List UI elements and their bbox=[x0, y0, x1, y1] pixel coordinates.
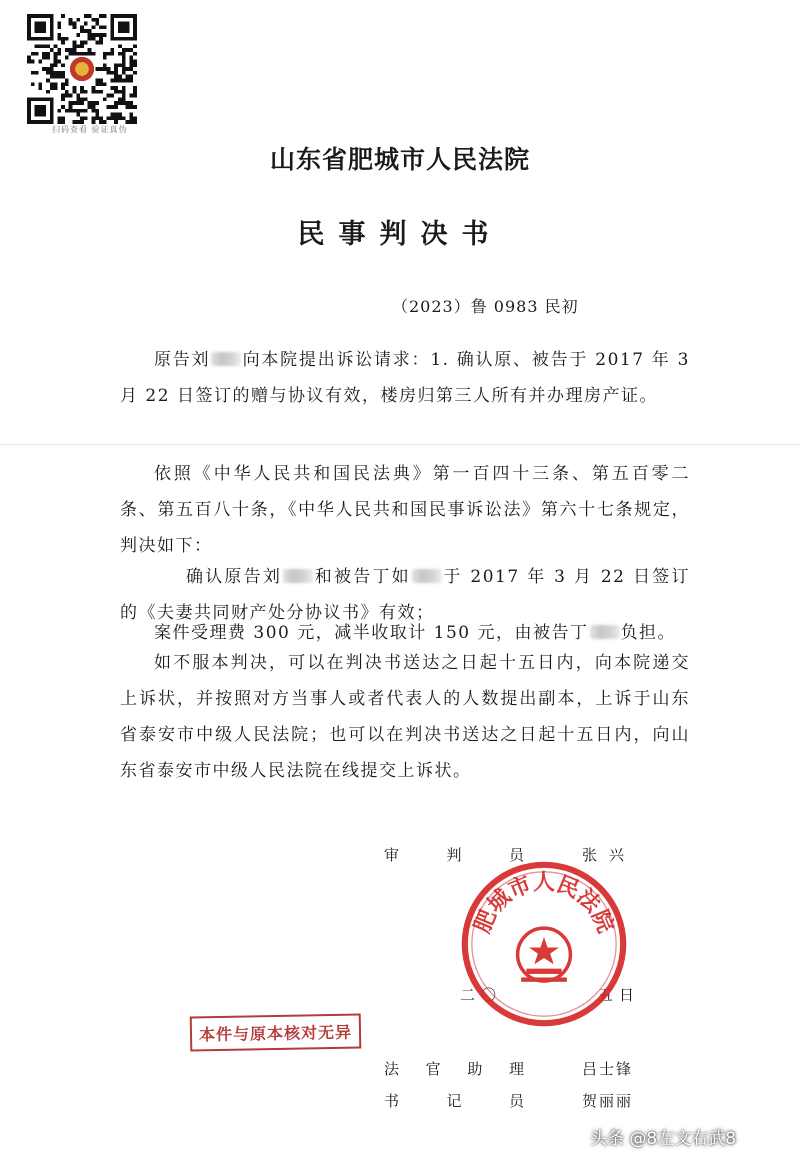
case-number: （2023）鲁 0983 民初 bbox=[392, 297, 579, 316]
claim-text-b: 向本院提出诉讼请求：1. 确认原、被告于 2017 年 3 月 22 日签订的赠与协议有效，楼房归第三人所有并办理房产证。 bbox=[120, 350, 691, 406]
redacted-name bbox=[211, 352, 241, 366]
document-title: 民事判决书 bbox=[297, 219, 503, 250]
judgment-date-start: 二〇 bbox=[460, 986, 503, 1004]
court-seal bbox=[456, 856, 632, 1032]
claim-text-a: 原告刘 bbox=[154, 350, 211, 370]
assistant-role: 法官助理 bbox=[384, 1060, 526, 1078]
judgment-item-1-b: 和被告丁如 bbox=[314, 567, 411, 587]
judge-role: 审判员 bbox=[384, 846, 526, 864]
judge-name: 张兴 bbox=[582, 846, 637, 864]
court-name: 山东省肥城市人民法院 bbox=[269, 145, 530, 174]
clerk-role: 书记员 bbox=[384, 1092, 526, 1110]
redacted-name bbox=[590, 625, 620, 639]
qr-code[interactable] bbox=[24, 14, 140, 124]
seal-text: 肥城市人民法院 bbox=[469, 869, 619, 937]
redacted-name bbox=[412, 569, 442, 583]
source-watermark: 头条 @8左文右武8 bbox=[590, 1129, 737, 1149]
claim-paragraph bbox=[120, 342, 690, 414]
assistant-name: 吕士锋 bbox=[582, 1060, 634, 1078]
appeal-notice-paragraph: 如不服本判决，可以在判决书送达之日起十五日内，向本院递交上诉状，并按照对方当事人或者代表人的人数提出副本，上诉于山东省泰安市中级人民法院；也可以在判决书送达之日起十五日内，向山东省泰安市中级人民法院在线提交上诉状。 bbox=[120, 653, 690, 781]
legal-basis-paragraph: 依照《中华人民共和国民法典》第一百四十三条、第五百零二条、第五百八十条，《中华人民共和国民事诉讼法》第六十七条规定，判决如下： bbox=[120, 464, 690, 556]
judgment-item-2-b: 负担。 bbox=[620, 623, 677, 643]
verification-stamp: 本件与原本核对无异 bbox=[190, 1014, 362, 1052]
judgment-item-1-a: 确认原告刘 bbox=[186, 567, 283, 587]
court-seal-image bbox=[456, 856, 632, 1032]
judgment-date-end: 五日 bbox=[598, 986, 641, 1004]
clerk-name: 贺丽丽 bbox=[582, 1092, 634, 1110]
qr-code-image bbox=[24, 14, 140, 124]
judgment-item-2-a: 案件受理费 300 元，减半收取计 150 元，由被告丁 bbox=[154, 623, 589, 643]
judgment-item-1-c: 于 2017 年 3 月 22 日签订的《夫妻共同财产处分协议书》有效； bbox=[120, 567, 691, 623]
page-divider bbox=[0, 444, 800, 445]
redacted-name bbox=[283, 569, 313, 583]
qr-caption: 扫码查看 验证真伪 bbox=[52, 125, 128, 134]
